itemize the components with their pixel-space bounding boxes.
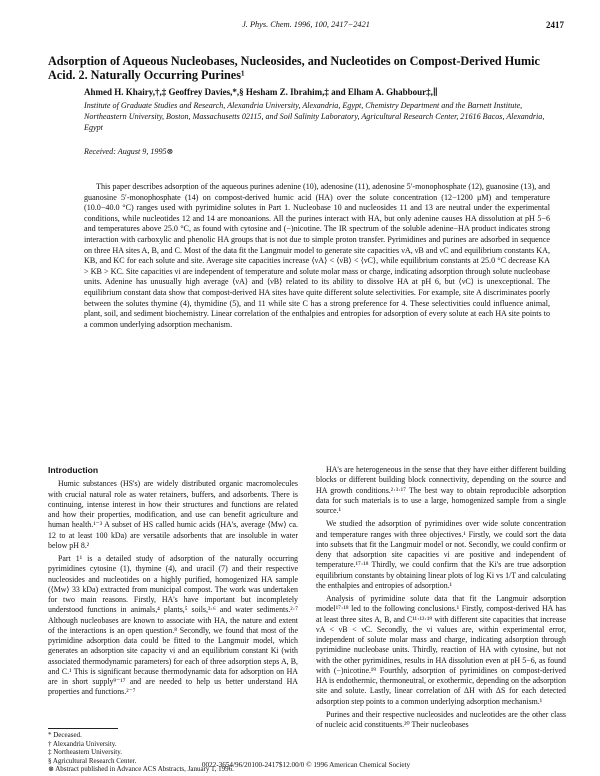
received-date: Received: August 9, 1995⊗ bbox=[84, 147, 174, 156]
paragraph: Analysis of pyrimidine solute data that fit the Langmuir adsorption model¹⁷·¹⁸ led to the following conclusions.¹ Firstly, compost-derived HA has at least three sites A, B, and C¹¹·¹³·¹⁹ with different site capacities that increase νA < νB < νC. Secondly, the νi values are, within experimental error, independent of solute molar mass and charge, indicating adsorption through pyrimidine nucleobase units. Thirdly, reaction of HA with cytosine, but not with the other pyrimidines, results in HA dissolution even at pH 5−6, as found with (−)nicotine.¹⁹ Fourthly, adsorption of pyrimidines on compost-derived HA is endothermic, thermoneutral, or exothermic, depending on the adsorption site and solute. Lastly, linear correlation of ΔH with ΔS for each detected adsorption step points to a common underlying adsorption mechanism.¹ bbox=[316, 594, 566, 706]
footnote: ⊗ Abstract published in Advance ACS Abstracts, January 1, 1996. bbox=[48, 765, 234, 773]
footnote: * Deceased. bbox=[48, 731, 82, 739]
footnote: ‡ Northeastern University. bbox=[48, 748, 122, 756]
paragraph: Part 1¹ is a detailed study of adsorption of the naturally occurring pyrimidines cytosine (1), thymine (4), and uracil (7) and their respective nucleosides and nucleotides on a highly purified, homogenized HA sample (⟨Mw⟩ 33 kDa) extracted from municipal compost. The work was undertaken for two main reasons. Firstly, HA's have important but incompletely understood functions in animals,⁴ plants,⁵ soils,³·⁶ and water sediments.²·⁷ Although nucleobases are known to associate with HA, the nature and extent of the interactions is an open question.⁸ Secondly, we found that most of the pyrimidine adsorption data could be fitted to the Langmuir model, which generates an adsorption site capacity νi and an equilibrium constant Ki (with associated thermodynamic parameters) for each of three adsorption steps A, B, and C.¹ This is significant because thermodynamic data for adsorption on HA are in short supply⁹⁻¹⁷ and are needed to help us better understand HA properties and functions.²⁻⁷ bbox=[48, 554, 298, 697]
paragraph: HA's are heterogeneous in the sense that they have either different building blocks or different building block connectivity, depending on the source and HA growth conditions.²·³·¹⁷ The best way to obtain reproducible adsorption data for such materials is to use a large, homogenized sample from a single source.¹ bbox=[316, 465, 566, 515]
paragraph: Humic substances (HS's) are widely distributed organic macromolecules with crucial natural role as water retainers, buffers, and adsorbents. There is continuing, intense interest in how their structures and functions are related and how their properties, modification, and use can benefit agriculture and human health.¹⁻³ A subset of HS called humic acids (HA's, average ⟨Mw⟩ ca. 12 to at least 100 kDa) are versatile adsorbents that are insoluble in water below pH 8.² bbox=[48, 479, 298, 550]
author-list: Ahmed H. Khairy,†,‡ Geoffrey Davies,*,§ Hesham Z. Ibrahim,‡ and Elham A. Ghabbour‡,∥ bbox=[84, 87, 438, 97]
right-column bbox=[316, 465, 566, 730]
left-column bbox=[48, 465, 298, 698]
copyright-footer: 0022-3654/96/20100-2417$12.00/0 © 1996 American Chemical Society bbox=[201, 761, 411, 769]
running-head bbox=[48, 20, 564, 32]
journal-citation: J. Phys. Chem. 1996, 100, 2417−2421 bbox=[242, 20, 370, 29]
footnote-rule bbox=[48, 728, 118, 729]
footnote: § Agricultural Research Center. bbox=[48, 756, 137, 765]
affiliations: Institute of Graduate Studies and Research, Alexandria University, Alexandria, Egypt, Chemistry Department and the Barnett Institute, Northeastern University, Boston, Massachusetts 02115, and Soil Salinity Laboratory, Agricultural Research Center, 21616 Bacos, Alexandria, Egypt bbox=[84, 101, 545, 133]
footnote: † Alexandria University. bbox=[48, 739, 117, 748]
paragraph: We studied the adsorption of pyrimidines over wide solute concentration and temperature ranges with three objectives.¹ Firstly, we could sort the data into subsets that fit the Langmuir model or not. Secondly, we could confirm or deny that adsorption site capacities νi are positive and independent of temperature.¹⁷·¹⁸ Thirdly, we could confirm that the Ki's are true adsorption equilibrium constants by obtaining linear plots of log Ki vs 1/T and calculating the enthalpies and entropies of adsorption.¹ bbox=[316, 519, 566, 590]
paragraph: Purines and their respective nucleosides and nucleotides are the other class of nucleic acid constituents.²⁰ Their nucleobases bbox=[316, 709, 566, 729]
section-heading-introduction: Introduction bbox=[48, 465, 99, 475]
article-title: Adsorption of Aqueous Nucleobases, Nucleosides, and Nucleotides on Compost-Derived Humic Acid. 2. Naturally Occurring Purines¹ bbox=[48, 54, 540, 82]
page-number: 2417 bbox=[546, 20, 564, 30]
abstract: This paper describes adsorption of the aqueous purines adenine (10), adenosine (11), adenosine 5′-monophosphate (12), guanosine (13), and guanosine 5′-monophosphate (14) on compost-derived humic acid (HA) over the solute concentration (12−1200 μM) and temperature (10.0−40.0 °C) ranges used with pyrimidine solutes in Part 1. Nucleobase 10 and nucleosides 11 and 13 are neutral under the experimental conditions, while nucleotides 12 and 14 are monoanions. All the purines interact with HA, but only adenine causes HA dissolution at pH 5−6 and temperatures above 25.0 °C, as found with cytosine and (−)nicotine. The IR spectrum of the soluble adenine−HA product indicates strong interaction with carboxylic and phenolic HA groups that is not due to simple proton transfer. Pyrimidines and purines are adsorbed in sequence on three HA sites A, B, and C. Most of the data fit the Langmuir model to generate site capacities νA, νB and νC and equilibrium constants KA, KB, and KC for each solute and site. Average site capacities increase ⟨νA⟩ < ⟨νB⟩ < ⟨νC⟩, while equilibrium constants at 25.0 °C decrease KA > KB > KC. Site capacities νi are independent of temperature and solute molar mass or charge, indicating adsorption through solute nucleobase units. Adenine has unusually high average ⟨νA⟩ and ⟨νB⟩ related to its ability to dissolve HA at pH 6, but ⟨νC⟩ is unexceptional. The equilibrium constant data show that compost-derived HA sites have quite different solute selectivities. For example, site A discriminates poorly between the solutes thymine (4), thymidine (5), and 11 while site C has a strong preference for 4. These selectivities could influence animal, plant, soil, and sediment biochemistry. Linear correlation of the enthalpies and entropies for adsorption of every solute at each HA site points to a common underlying adsorption mechanism. bbox=[84, 182, 550, 329]
